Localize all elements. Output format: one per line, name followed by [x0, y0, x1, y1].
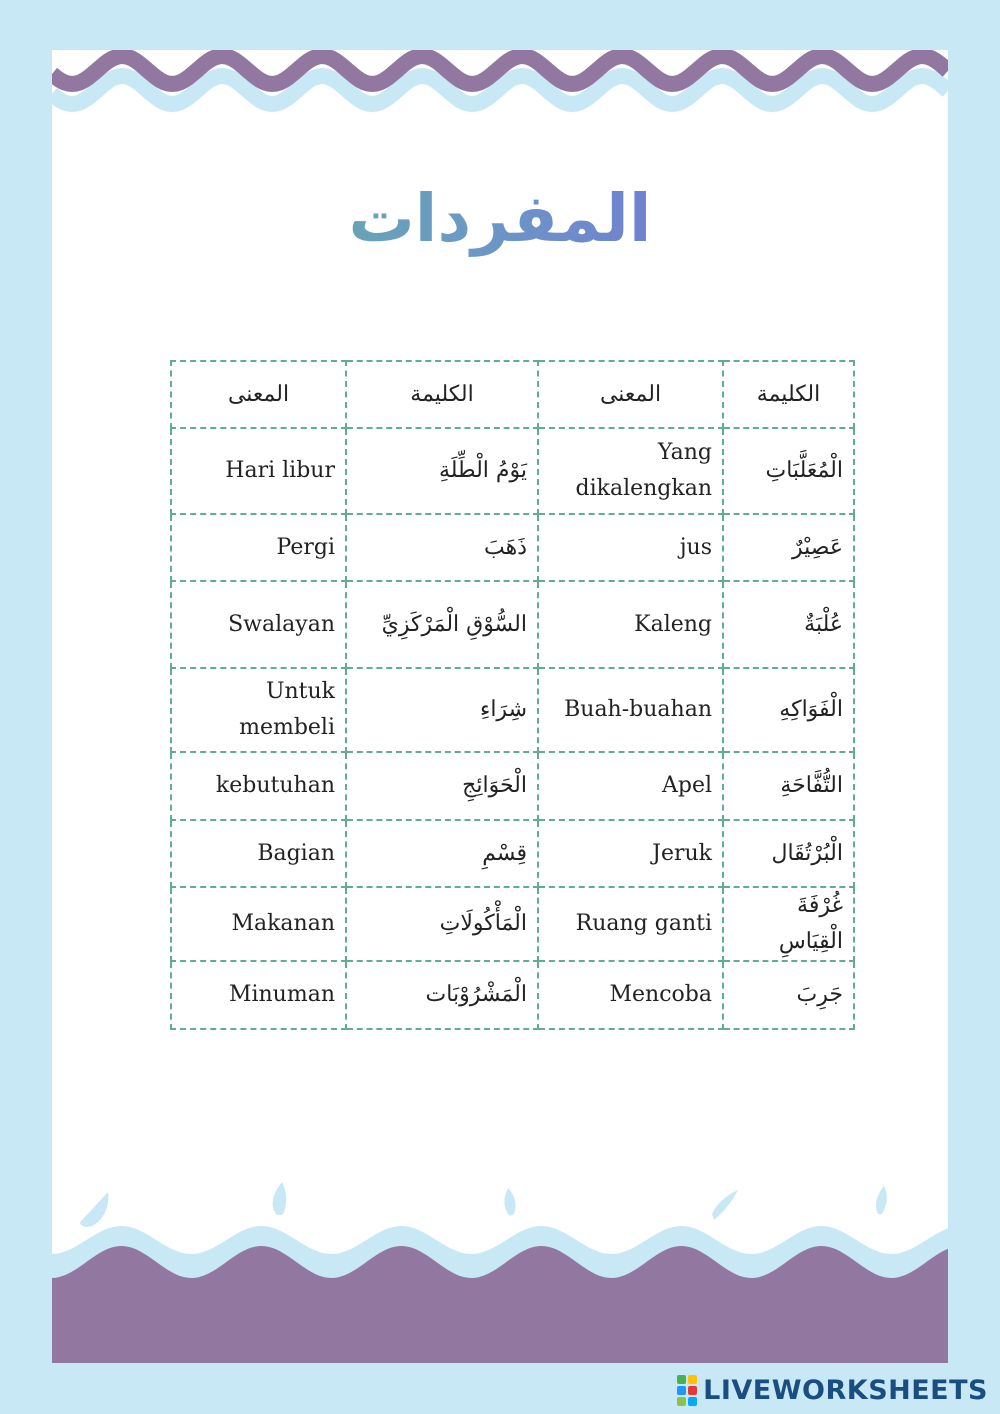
meaning-cell: Yang dikalengkan	[538, 428, 723, 514]
header-meaning-2: المعنى	[171, 361, 346, 428]
word-cell: غُرْفَةَ الْقِيَاسِ	[723, 887, 854, 961]
top-wave-decoration	[52, 50, 948, 180]
word-cell: الْبُرْتُقَال	[723, 820, 854, 887]
table-row	[171, 514, 854, 581]
meaning-cell: Apel	[538, 752, 723, 820]
word-cell: ذَهَبَ	[346, 514, 538, 581]
header-meaning-1: المعنى	[538, 361, 723, 428]
word-cell: السُّوْقِ الْمَرْكَزِيِّ	[346, 581, 538, 668]
meaning-cell: Bagian	[171, 820, 346, 887]
meaning-cell: Makanan	[171, 887, 346, 961]
table-row	[171, 428, 854, 514]
worksheet-page	[52, 50, 948, 1363]
meaning-cell: Hari libur	[171, 428, 346, 514]
table-header-row	[171, 361, 854, 428]
table-row	[171, 820, 854, 887]
meaning-cell: Untuk membeli	[171, 668, 346, 752]
word-cell: عُلْبَةٌ	[723, 581, 854, 668]
header-word-2: الكليمة	[346, 361, 538, 428]
meaning-cell: Mencoba	[538, 961, 723, 1029]
header-word-1: الكليمة	[723, 361, 854, 428]
word-cell: الْحَوَائِجِ	[346, 752, 538, 820]
table-row	[171, 752, 854, 820]
word-cell: الْمَشْرُوْبَات	[346, 961, 538, 1029]
meaning-cell: Pergi	[171, 514, 346, 581]
word-cell: الْفَوَاكِهِ	[723, 668, 854, 752]
word-cell: عَصِيْرٌ	[723, 514, 854, 581]
meaning-cell: kebutuhan	[171, 752, 346, 820]
word-cell: قِسْمِ	[346, 820, 538, 887]
meaning-cell: Jeruk	[538, 820, 723, 887]
liveworksheets-logo	[677, 1372, 988, 1408]
meaning-cell: jus	[538, 514, 723, 581]
word-cell: شِرَاءِ	[346, 668, 538, 752]
vocabulary-table	[170, 360, 855, 1030]
meaning-cell: Swalayan	[171, 581, 346, 668]
water-drop-icons	[80, 1182, 887, 1227]
table-row	[171, 961, 854, 1029]
table-row	[171, 668, 854, 752]
bottom-wave-decoration	[52, 1180, 948, 1363]
table-row	[171, 887, 854, 961]
word-cell: الْمُعَلَّبَاتِ	[723, 428, 854, 514]
liveworksheets-logo-icon	[677, 1375, 697, 1406]
meaning-cell: Minuman	[171, 961, 346, 1029]
liveworksheets-logo-text: LIVEWORKSHEETS	[703, 1374, 988, 1406]
table-row	[171, 581, 854, 668]
word-cell: جَرِبَ	[723, 961, 854, 1029]
meaning-cell: Kaleng	[538, 581, 723, 668]
meaning-cell: Buah-buahan	[538, 668, 723, 752]
word-cell: يَوْمُ الْطِّلَةِ	[346, 428, 538, 514]
meaning-cell: Ruang ganti	[538, 887, 723, 961]
page-title: المفردات	[52, 180, 948, 257]
word-cell: الْمَأْكُولَاتِ	[346, 887, 538, 961]
word-cell: التُّفَّاحَةِ	[723, 752, 854, 820]
